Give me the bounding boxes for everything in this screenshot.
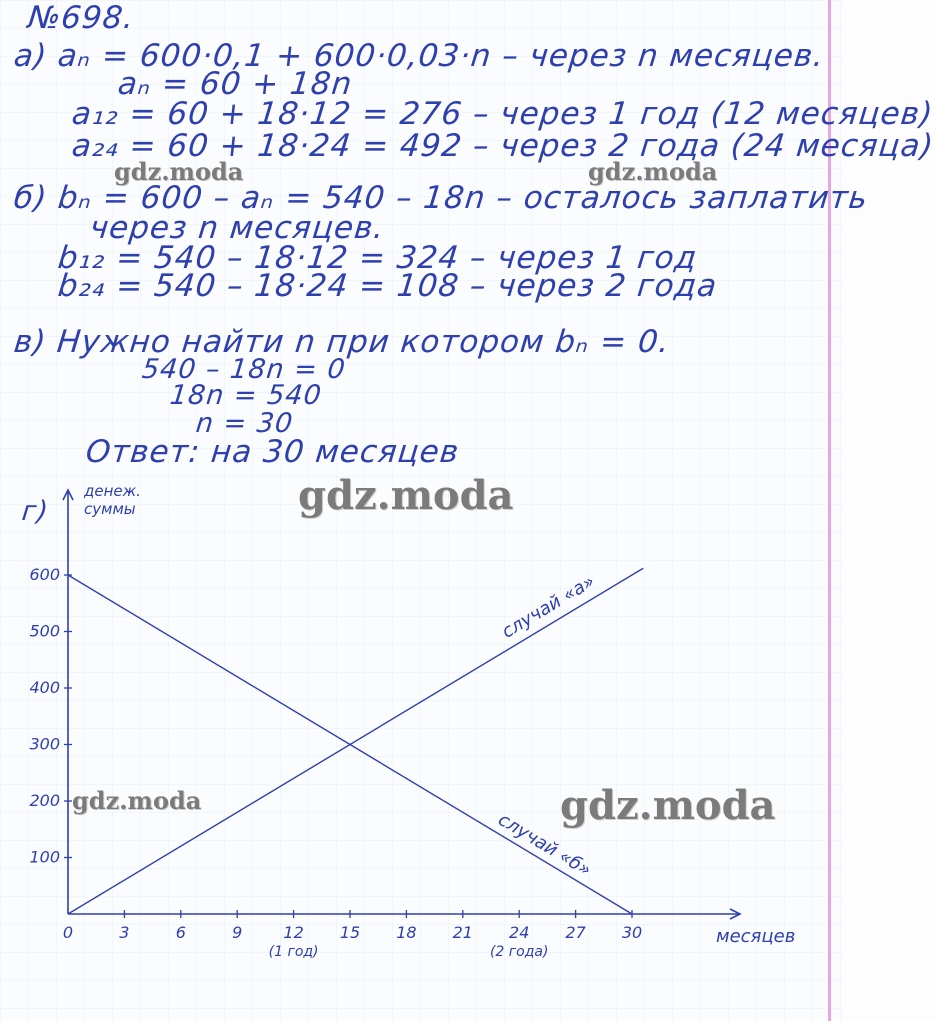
line-b3: b₁₂ = 540 – 18·12 = 324 – через 1 год — [56, 240, 700, 276]
x-note-label: (2 года) — [489, 944, 549, 960]
x-tick-label: 27 — [565, 923, 586, 942]
answer-line: Ответ: на 30 месяцев — [84, 434, 462, 470]
x-tick-label: 21 — [452, 923, 473, 942]
chart — [0, 470, 843, 970]
line-b2: через n месяцев. — [88, 210, 387, 246]
line-a3: a₁₂ = 60 + 18·12 = 276 – через 1 год (12 месяцев) — [70, 96, 936, 132]
line-v4: n = 30 — [194, 408, 295, 439]
x-tick-label: 30 — [621, 923, 643, 942]
y-tick-label: 100 — [29, 847, 60, 867]
series-label: случай «а» — [498, 570, 599, 643]
x-tick-label: 9 — [232, 923, 243, 942]
y-tick-label: 500 — [29, 621, 60, 641]
line-v2: 540 – 18n = 0 — [140, 354, 348, 385]
y-tick-label: 200 — [29, 791, 60, 810]
y-tick-label: 400 — [29, 678, 60, 697]
x-tick-label: 6 — [175, 923, 186, 942]
part-g-label: г) — [20, 496, 51, 527]
x-tick-label: 12 — [283, 923, 304, 942]
x-note-label: (1 год) — [268, 944, 319, 960]
y-tick-label: 600 — [29, 565, 60, 584]
line-v1: в) Нужно найти n при котором bₙ = 0. — [12, 324, 672, 360]
line-b1: б) bₙ = 600 – aₙ = 540 – 18n – осталось заплатить — [12, 180, 870, 216]
watermark: gdz.moda — [72, 786, 202, 815]
x-tick-label: 24 — [509, 923, 530, 942]
chart-labels — [83, 482, 795, 947]
watermark: gdz.moda — [114, 157, 244, 186]
x-tick-label: 18 — [396, 923, 417, 942]
chart-axes — [63, 490, 740, 919]
line-v3: 18n = 540 — [168, 380, 324, 411]
line-b4: b₂₄ = 540 – 18·24 = 108 – через 2 года — [56, 268, 720, 304]
x-tick-label: 0 — [62, 923, 74, 942]
y-axis-label: суммы — [84, 500, 136, 518]
watermark: gdz.moda — [560, 782, 776, 829]
x-tick-label: 3 — [119, 923, 130, 942]
x-axis-label: месяцев — [716, 926, 796, 947]
x-tick-label: 15 — [339, 923, 361, 942]
line-a2: aₙ = 60 + 18n — [116, 66, 355, 102]
watermark: gdz.moda — [298, 472, 514, 519]
y-axis-label: денеж. — [84, 482, 141, 500]
line-a1: a) aₙ = 600·0,1 + 600·0,03·n – через n месяцев. — [12, 38, 827, 74]
task-number: №698. — [26, 0, 137, 36]
y-tick-label: 300 — [29, 734, 60, 754]
watermark: gdz.moda — [588, 157, 718, 186]
series-label: случай «б» — [494, 809, 595, 881]
line-a4: a₂₄ = 60 + 18·24 = 492 – через 2 года (24 месяца) — [70, 128, 936, 164]
